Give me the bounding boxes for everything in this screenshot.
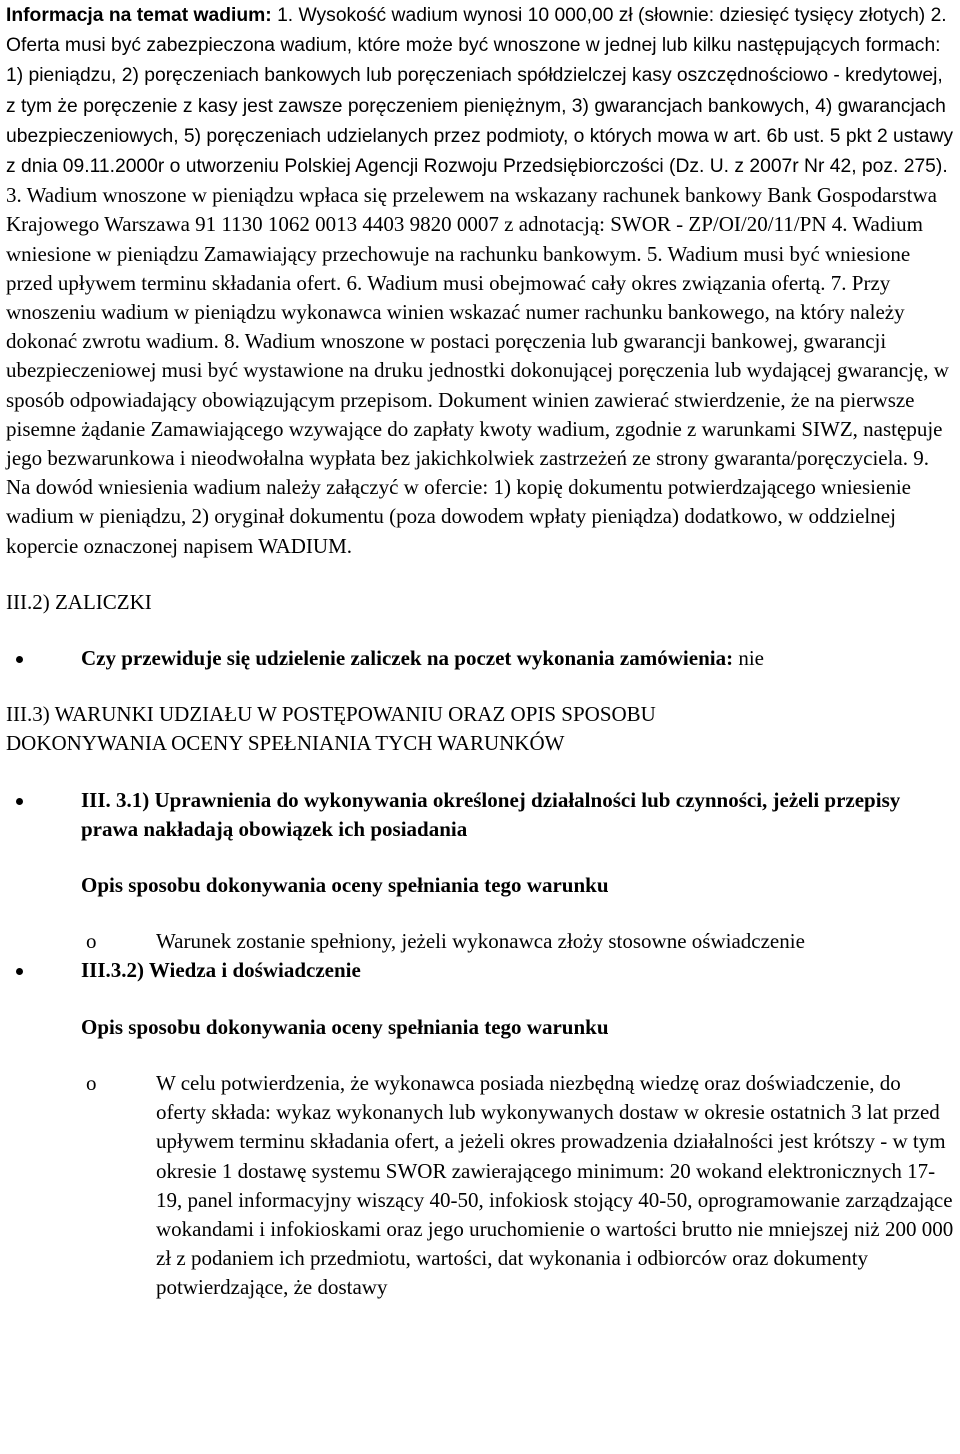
list-item-wiedza bbox=[6, 956, 956, 985]
wadium-label: Informacja na temat wadium: bbox=[6, 5, 272, 26]
section-heading-warunki-line1: III.3) WARUNKI UDZIAŁU W POSTĘPOWANIU ORAZ OPIS SPOSOBU bbox=[6, 702, 656, 727]
spacer bbox=[6, 617, 956, 644]
spacer bbox=[6, 673, 956, 700]
spacer bbox=[6, 1042, 956, 1069]
spacer bbox=[6, 844, 956, 871]
wadium-text-part2: 3. Wadium wnoszone w pieniądzu wpłaca się przelewem na wskazany rachunek bankowy Bank Gospodarstwa Krajowego Warszawa 91 1130 1062 0013 4403 9820 0007 z adnotacją: SWOR - ZP/OI/20/11/PN 4. Wadium wniesione w pieniądzu Zamawiający przechowuje na rachunku bankowym. 5. Wadium musi być wniesione przed upływem terminu składania ofert. 6. Wadium musi obejmować cały okres związania ofertą. 7. Przy wnoszeniu wadium w pieniądzu wykonawca winien wskazać numer rachunku bankowego, na który należy dokonać zwrotu wadium. 8. Wadium wnoszone w postaci poręczenia lub gwarancji bankowej, gwarancji ubezpieczeniowej musi być wystawione na druku jednostki dokonującej poręczenia lub wydającej gwarancję, w sposób odpowiadający obowiązującym przepisom. Dokument winien zawierać stwierdzenie, że na pierwsze pisemne żądanie Zamawiającego wzywające do zapłaty kwoty wadium, zgodnie z warunkami SIWZ, następuje jego bezwarunkowa i nieodwołalna wypłata bez jakichkolwiek zastrzeżeń ze strony gwaranta/poręczyciela. 9. Na dowód wniesienia wadium należy załączyć w ofercie: 1) kopię dokumentu potwierdzającego wniesienie wadium w pieniądzu, 2) oryginał dokumentu (poza dowodem wpłaty pieniądza) dodatkowo, w oddzielnej kopercie oznaczonej napisem WADIUM. bbox=[6, 183, 949, 558]
uprawnienia-title: III. 3.1) Uprawnienia do wykonywania określonej działalności lub czynności, jeżeli przepisy prawa nakładają obowiązek ich posiadania bbox=[81, 787, 901, 841]
bullet-icon bbox=[16, 968, 23, 975]
spacer bbox=[6, 986, 956, 1013]
list-item-zaliczki bbox=[6, 644, 956, 673]
document-page bbox=[6, 0, 956, 1303]
wiedza-detail-item bbox=[6, 1069, 956, 1303]
section-heading-warunki bbox=[6, 700, 956, 758]
zaliczki-question: Czy przewiduje się udzielenie zaliczek na poczet wykonania zamówienia: bbox=[81, 646, 734, 671]
list-item-uprawnienia bbox=[6, 786, 956, 844]
uprawnienia-detail-text: Warunek zostanie spełniony, jeżeli wykonawca złoży stosowne oświadczenie bbox=[156, 929, 805, 954]
wadium-paragraph bbox=[6, 0, 956, 561]
zaliczki-answer: nie bbox=[733, 646, 764, 671]
bullet-icon bbox=[16, 798, 23, 805]
wadium-text-part1: 1. Wysokość wadium wynosi 10 000,00 zł (słownie: dziesięć tysięcy złotych) 2. Oferta musi być zabezpieczona wadium, które może być wnoszone w jednej lub kilku następujących formach: 1) pieniądzu, 2) poręczeniach bankowych lub poręczeniach spółdzielczej kasy oszczędnościowo - kredytowej, z tym że poręczenie z kasy jest zawsze poręczeniem pieniężnym, 3) gwarancjach bankowych, 4) gwarancjach ubezpieczeniowych, 5) poręczeniach udzielanych przez podmioty, o których mowa w art. 6b ust. 5 pkt 2 ustawy z dnia 09.11.2000r o utworzeniu Polskiej Agencji Rozwoju Przedsiębiorczości (Dz. U. z 2007r Nr 42, poz. 275). bbox=[6, 5, 954, 178]
section-heading-warunki-line2: DOKONYWANIA OCENY SPEŁNIANIA TYCH WARUNKÓW bbox=[6, 731, 565, 756]
bullet-icon bbox=[16, 656, 23, 663]
spacer bbox=[6, 900, 956, 927]
opis-label-wiedza: Opis sposobu dokonywania oceny spełniania tego warunku bbox=[81, 1014, 609, 1039]
spacer bbox=[6, 561, 956, 588]
circle-bullet-icon: o bbox=[86, 929, 97, 954]
section-heading-zaliczki: III.2) ZALICZKI bbox=[6, 589, 152, 614]
opis-label-uprawnienia: Opis sposobu dokonywania oceny spełniania tego warunku bbox=[81, 873, 609, 898]
uprawnienia-detail-item bbox=[6, 927, 956, 956]
wiedza-detail-text: W celu potwierdzenia, że wykonawca posiada niezbędną wiedzę oraz doświadczenie, do oferty składa: wykaz wykonanych lub wykonywanych dostaw w okresie ostatnich 3 lat przed upływem terminu składania ofert, a jeżeli okres prowadzenia działalności jest krótszy - w tym okresie 1 dostawę systemu SWOR zawierającego minimum: 20 wokand elektronicznych 17-19, panel informacyjny wiszący 40-50, infokiosk stojący 40-50, oprogramowanie zarządzające wokandami i infokioskami oraz jego uruchomienie o wartości brutto nie mniejszej niż 200 000 zł z podaniem ich przedmiotu, wartości, dat wykonania i odbiorców oraz dokumenty potwierdzające, że dostawy bbox=[156, 1070, 954, 1300]
circle-bullet-icon: o bbox=[86, 1070, 97, 1095]
spacer bbox=[6, 759, 956, 786]
wiedza-title: III.3.2) Wiedza i doświadczenie bbox=[81, 958, 361, 983]
